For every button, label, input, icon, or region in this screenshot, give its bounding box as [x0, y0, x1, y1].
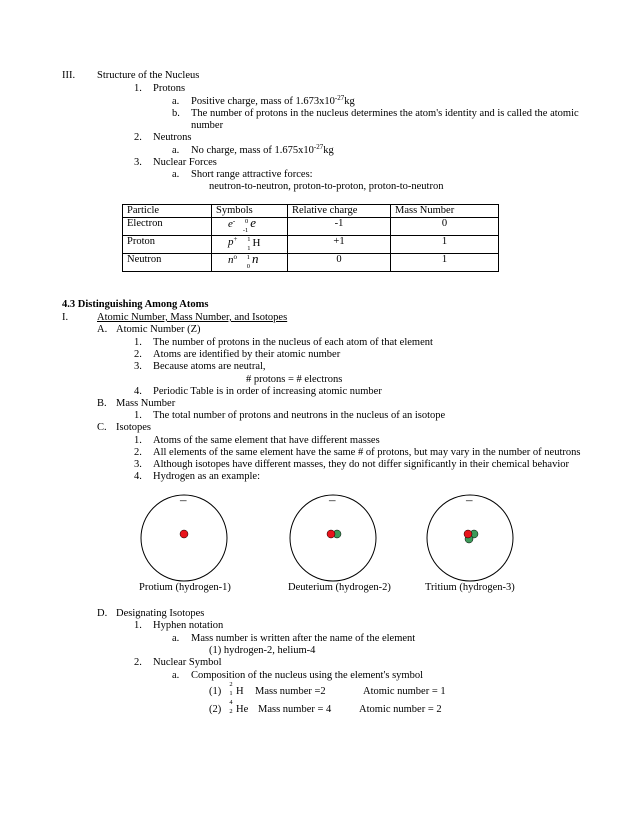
- list-item: The total number of protons and neutrons in the nucleus of an isotope: [153, 410, 446, 421]
- list-item: All elements of the same element have the same # of protons, but may vary in the number of neutrons: [153, 447, 581, 458]
- nuclear-symbol-heading: Nuclear Symbol: [153, 657, 222, 668]
- isotope-symbol: 2 1: [229, 681, 233, 697]
- charge-cell: 0: [288, 254, 391, 272]
- section-title: Structure of the Nucleus: [97, 70, 200, 81]
- list-item: Composition of the nucleus using the element's symbol: [191, 670, 423, 681]
- list-number: 3.: [134, 361, 142, 372]
- charge-cell: -1: [288, 218, 391, 236]
- proton: [327, 530, 335, 538]
- particle-cell: Proton: [123, 236, 212, 254]
- mass-number-text: Mass number = 4: [258, 704, 332, 715]
- list-item: Periodic Table is in order of increasing atomic number: [153, 386, 382, 397]
- hyphen-notation-heading: Hyphen notation: [153, 620, 224, 631]
- atomic-number-text: Atomic number = 1: [363, 686, 446, 697]
- list-item: Hydrogen as an example:: [153, 471, 261, 482]
- list-number: 4.: [134, 386, 142, 397]
- table-header: Symbols: [212, 205, 288, 218]
- symbol-cell: e- 0 -1 e: [212, 218, 288, 236]
- list-number: 1.: [134, 435, 142, 446]
- electron-symbol: –: [180, 492, 187, 507]
- list-item: Mass number is written after the name of the element: [191, 633, 416, 644]
- section-number: I.: [62, 312, 69, 323]
- atomic-number-heading: Atomic Number (Z): [116, 324, 201, 335]
- list-number: 3.: [134, 157, 142, 168]
- neutrons-heading: Neutrons: [153, 132, 192, 143]
- list-letter: a.: [172, 670, 180, 681]
- particle-cell: Electron: [123, 218, 212, 236]
- atom-label: Protium (hydrogen-1): [139, 582, 231, 593]
- electron-symbol: –: [329, 492, 336, 507]
- atom-label: Tritium (hydrogen-3): [425, 582, 515, 593]
- list-letter: a.: [172, 169, 180, 180]
- section-number: III.: [62, 70, 76, 81]
- proton-identity-text-cont: number: [191, 120, 224, 131]
- proton: [464, 530, 472, 538]
- nuclear-forces-list: neutron-to-neutron, proton-to-proton, proton-to-neutron: [209, 181, 444, 192]
- electron-orbit: [290, 492, 376, 581]
- example-index: (2): [209, 704, 222, 715]
- section-title: Atomic Number, Mass Number, and Isotopes: [97, 312, 288, 323]
- proton-mass-text: Positive charge, mass of $1.673x10^{-27}kg$: [191, 94, 355, 107]
- nuclear-forces-text: Short range attractive forces:: [191, 169, 313, 180]
- protium-atom: [141, 492, 227, 581]
- mass-number-heading: Mass Number: [116, 398, 176, 409]
- protons-heading: Protons: [153, 83, 186, 94]
- mass-cell: 0: [391, 218, 499, 236]
- element-symbol: He: [236, 704, 249, 715]
- symbol-cell: p+ 1 1 H: [212, 236, 288, 254]
- isotopes-heading: Isotopes: [116, 422, 151, 433]
- table-header: Mass Number: [391, 205, 499, 218]
- isotope-symbol: 4 2: [229, 699, 233, 715]
- nuclear-forces-heading: Nuclear Forces: [153, 157, 217, 168]
- atomic-number-text: Atomic number = 2: [359, 704, 442, 715]
- mass-number-text: Mass number =2: [255, 686, 326, 697]
- tritium-atom: [427, 492, 513, 581]
- proton-identity-text: The number of protons in the nucleus determines the atom's identity and is called the atomic: [191, 108, 579, 119]
- list-number: 3.: [134, 459, 142, 470]
- list-number: 1.: [134, 83, 142, 94]
- list-letter: b.: [172, 108, 180, 119]
- list-number: 2.: [134, 132, 142, 143]
- list-letter: D.: [97, 608, 108, 619]
- particle-cell: Neutron: [123, 254, 212, 272]
- list-item: The number of protons in the nucleus of each atom of that element: [153, 337, 433, 348]
- neutron-mass-text: No charge, mass of $1.675x10^{-27}kg$: [191, 143, 334, 156]
- list-number: 2.: [134, 349, 142, 360]
- list-item: Atoms are identified by their atomic number: [153, 349, 341, 360]
- list-item: Atoms of the same element that have different masses: [153, 435, 380, 446]
- list-number: 1.: [134, 410, 142, 421]
- list-letter: A.: [97, 324, 108, 335]
- list-number: 2.: [134, 447, 142, 458]
- list-letter: B.: [97, 398, 107, 409]
- list-letter: a.: [172, 633, 180, 644]
- element-symbol: H: [236, 686, 244, 697]
- table-header: Relative charge: [288, 205, 391, 218]
- symbol-cell: $n^o$ 1 0 n: [212, 254, 288, 272]
- list-number: 1.: [134, 337, 142, 348]
- deuterium-atom: [290, 492, 376, 581]
- charge-cell: +1: [288, 236, 391, 254]
- example-index: (1): [209, 686, 222, 697]
- list-letter: C.: [97, 422, 107, 433]
- list-item: (1) hydrogen-2, helium-4: [209, 645, 316, 656]
- electron-symbol: –: [466, 492, 473, 507]
- section-heading: 4.3 Distinguishing Among Atoms: [62, 299, 209, 310]
- list-number: 4.: [134, 471, 142, 482]
- designating-isotopes-heading: Designating Isotopes: [116, 608, 205, 619]
- list-item: Although isotopes have different masses, they do not differ significantly in their chemical behavior: [153, 459, 570, 470]
- list-item: Because atoms are neutral,: [153, 361, 266, 372]
- list-number: 1.: [134, 620, 142, 631]
- list-letter: a.: [172, 96, 180, 107]
- list-letter: a.: [172, 145, 180, 156]
- mass-cell: 1: [391, 254, 499, 272]
- mass-cell: 1: [391, 236, 499, 254]
- proton: [180, 530, 188, 538]
- equation: # protons = # electrons: [246, 374, 343, 385]
- list-number: 2.: [134, 657, 142, 668]
- atom-label: Deuterium (hydrogen-2): [288, 582, 391, 593]
- table-header: Particle: [123, 205, 212, 218]
